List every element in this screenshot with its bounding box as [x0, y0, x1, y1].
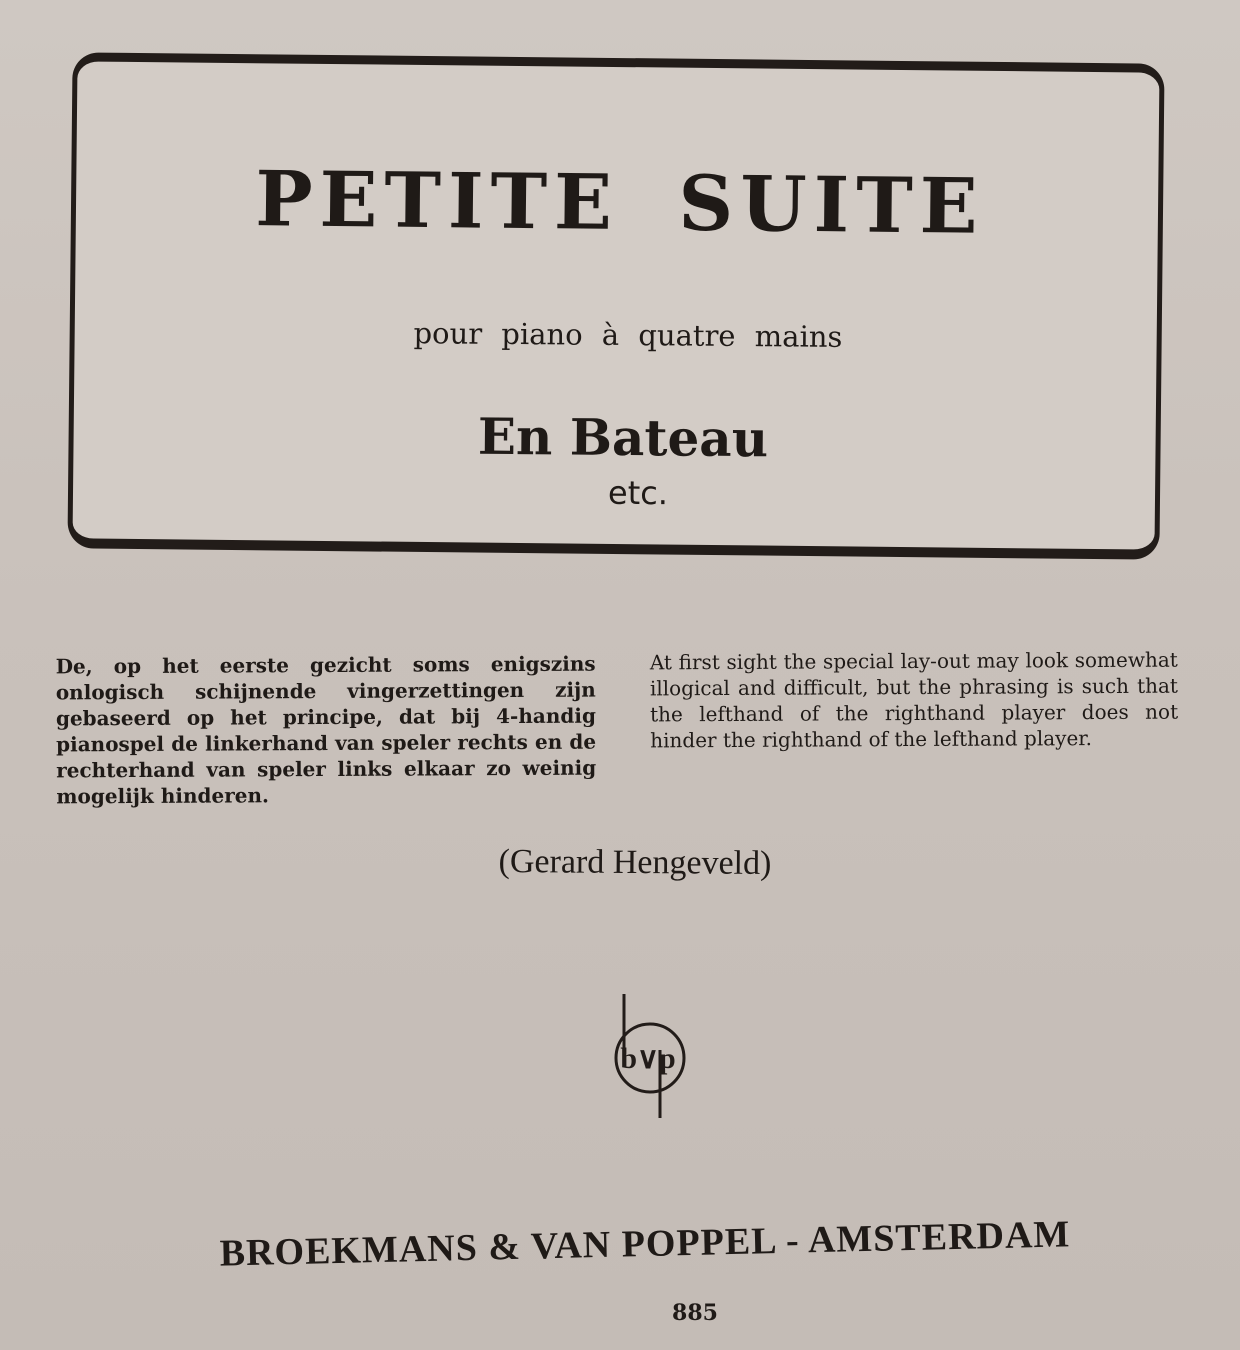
piece-title: En Bateau	[477, 406, 769, 469]
page-title: PETITE SUITE	[254, 154, 986, 251]
svg-text:b∨p: b∨p	[620, 1042, 676, 1075]
etc-label: etc.	[607, 473, 669, 513]
english-note: At first sight the special lay-out may look somewhat illogical and difficult, but the phrasing is such that the lefthand of the righthand player does not hinder the righthand of the lefthand player.	[649, 647, 1179, 753]
author-credit: (Gerard Hengeveld)	[498, 843, 772, 882]
publisher-name: BROEKMANS & VAN POPPEL - AMSTERDAM	[219, 1213, 1071, 1275]
subtitle: pour piano à quatre mains	[413, 316, 843, 354]
catalog-number: 885	[672, 1300, 718, 1326]
dutch-note: De, op het eerste gezicht soms enigszins onlogisch schijnende vingerzettingen zijn gebaseerd op het principe, dat bij 4-handig pianospel de linkerhand van speler rechts en de rechterhand van speler links elkaar zo weinig mogelijk hinderen.	[55, 651, 597, 809]
bvp-publisher-logo-icon	[606, 990, 696, 1122]
